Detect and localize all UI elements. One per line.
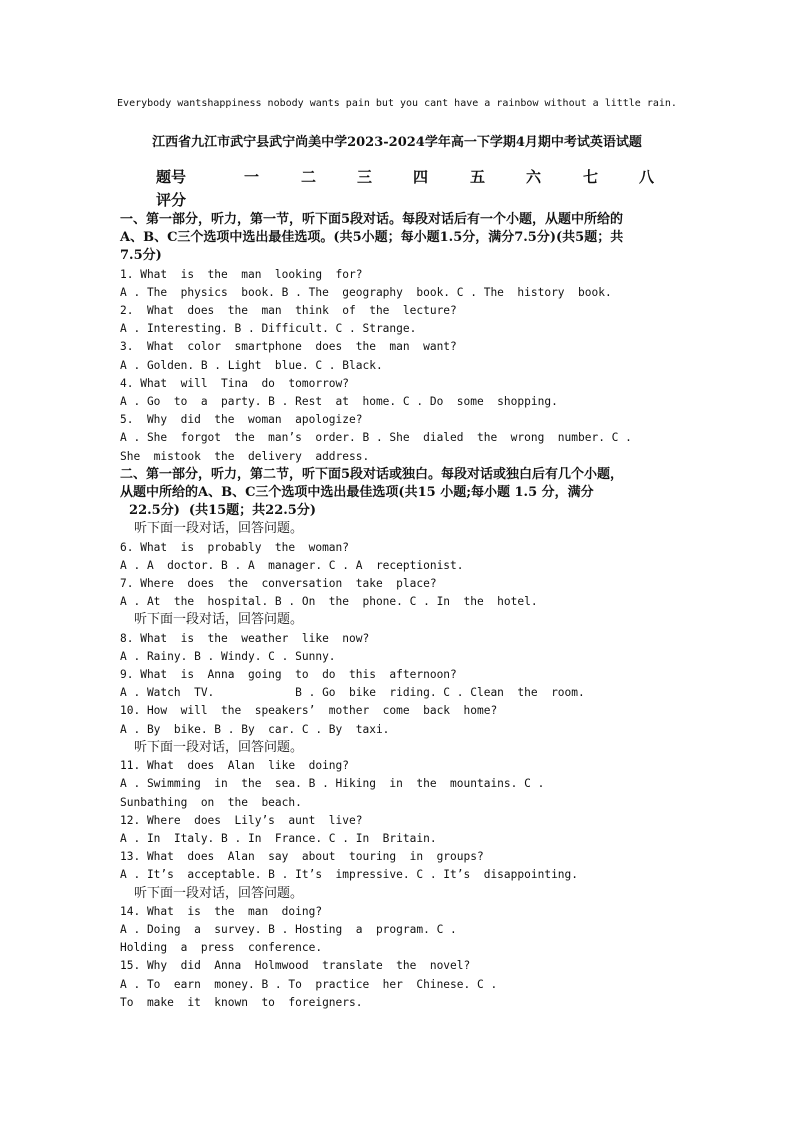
option-line: A . Go to a party. B . Rest at home. C . Do some shopping. (120, 395, 558, 409)
option-line: A . Rainy. B . Windy. C . Sunny. (120, 649, 336, 663)
question-line: 10. How will the speakers’ mother come back home? (120, 704, 498, 718)
option-line: A . In Italy. B . In France. C . In Britain. (120, 831, 437, 845)
question-line: 8. What is the weather like now? (120, 631, 370, 645)
option-line: A . To earn money. B . To practice her Chinese. C . (120, 977, 498, 991)
question-block-4 (120, 757, 680, 884)
score-col-2: 二 (301, 168, 317, 186)
question-block-2 (120, 539, 680, 612)
option-line: A . By bike. B . By car. C . By taxi. (120, 722, 390, 736)
question-line: 15. Why did Anna Holmwood translate the novel? (120, 959, 471, 973)
section-2-heading (120, 466, 680, 521)
question-line: 2. What does the man think of the lecture? (120, 304, 457, 318)
option-line: A . Golden. B . Light blue. C . Black. (120, 358, 383, 372)
section-heading-line: A、B、C三个选项中选出最佳选项。(共5小题；每小题1.5分，满分7.5分)(共5题；共 (120, 230, 624, 246)
score-col-4: 四 (413, 168, 429, 186)
motto-text: Everybody wantshappiness nobody wants pain but you cant have a rainbow without a little rain. (117, 98, 677, 109)
section-heading-line: 从题中所给的A、B、C三个选项中选出最佳选项(共15 小题;每小题 1.5 分，满分 (120, 485, 594, 501)
listen-prompt: 听下面一段对话，回答问题。 (134, 521, 304, 537)
option-line: Holding a press conference. (120, 941, 323, 955)
option-line: A . The physics book. B . The geography book. C . The history book. (120, 285, 612, 299)
listen-prompt: 听下面一段对话，回答问题。 (134, 739, 304, 755)
question-line: 9. What is Anna going to do this afternoon? (120, 668, 457, 682)
score-table-header-row (156, 166, 676, 188)
option-line: A . A doctor. B . A manager. C . A receptionist. (120, 558, 464, 572)
question-block-3 (120, 630, 680, 739)
question-line: 11. What does Alan like doing? (120, 759, 350, 773)
section-heading-line: 7.5分) (120, 248, 162, 264)
score-col-8: 八 (639, 168, 655, 186)
option-line: A . She forgot the man’s order. B . She dialed the wrong number. C . (120, 431, 632, 445)
option-line: A . Interesting. B . Difficult. C . Strange. (120, 322, 417, 336)
option-line: Sunbathing on the beach. (120, 795, 302, 809)
score-col-7: 七 (583, 168, 599, 186)
question-line: 7. Where does the conversation take place? (120, 577, 437, 591)
score-col-1: 一 (244, 168, 260, 186)
question-line: 4. What will Tina do tomorrow? (120, 376, 350, 390)
question-block-5 (120, 903, 680, 1012)
option-line: A . At the hospital. B . On the phone. C . In the hotel. (120, 595, 538, 609)
score-col-6: 六 (526, 168, 542, 186)
question-line: 3. What color smartphone does the man want? (120, 340, 457, 354)
score-table-header-label: 题号 (156, 168, 187, 186)
question-block-1 (120, 266, 680, 466)
question-line: 5. Why did the woman apologize? (120, 413, 363, 427)
exam-title: 江西省九江市武宁县武宁尚美中学2023-2024学年高一下学期4月期中考试英语试题 (152, 135, 642, 150)
option-line: She mistook the delivery address. (120, 449, 370, 463)
section-heading-line: 22.5分) (共15题；共22.5分) (120, 503, 316, 519)
option-line: To make it known to foreigners. (120, 995, 363, 1009)
section-1-heading (120, 211, 680, 266)
listen-prompt: 听下面一段对话，回答问题。 (134, 612, 304, 628)
section-heading-line: 二、第一部分，听力，第二节，听下面5段对话或独白。每段对话或独白后有几个小题， (120, 466, 624, 482)
option-line: A . Swimming in the sea. B . Hiking in the mountains. C . (120, 777, 545, 791)
question-line: 12. Where does Lily’s aunt live? (120, 813, 363, 827)
question-line: 13. What does Alan say about touring in groups? (120, 850, 484, 864)
section-heading-line: 一、第一部分，听力，第一节，听下面5段对话。每段对话后有一个小题，从题中所给的 (120, 212, 624, 227)
question-line: 1. What is the man looking for? (120, 267, 363, 281)
option-line: A . Watch TV. B . Go bike riding. C . Clean the room. (120, 686, 585, 700)
listen-prompt: 听下面一段对话，回答问题。 (134, 885, 304, 901)
option-line: A . It’s acceptable. B . It’s impressive. C . It’s disappointing. (120, 868, 579, 882)
question-line: 14. What is the man doing? (120, 904, 323, 918)
exam-content (120, 211, 680, 1012)
question-line: 6. What is probably the woman? (120, 540, 350, 554)
option-line: A . Doing a survey. B . Hosting a program. C . (120, 922, 457, 936)
score-col-5: 五 (470, 168, 486, 186)
score-col-3: 三 (357, 168, 373, 186)
score-table-row-label: 评分 (156, 191, 187, 209)
